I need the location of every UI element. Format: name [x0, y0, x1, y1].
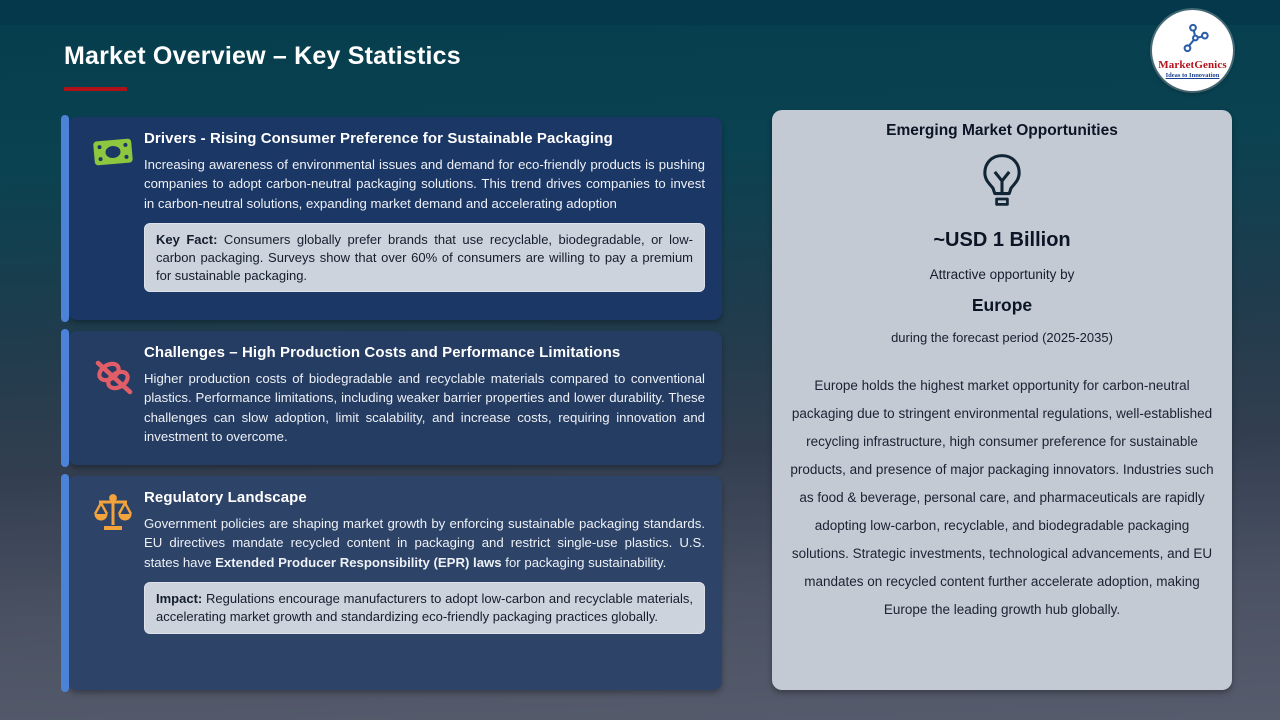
scales-icon — [90, 492, 136, 539]
top-strip — [0, 0, 1280, 25]
card-body: Increasing awareness of environmental issues and demand for eco-friendly products is pushing companies to adopt carbon-neutral packaging solutions. This trend drives companies to invest in carbon-neutral solutions, expanding market demand and accelerating adoption — [144, 157, 705, 211]
broken-link-icon — [90, 357, 136, 402]
card-title: Drivers - Rising Consumer Preference for Sustainable Packaging — [144, 130, 613, 147]
opportunity-subtitle: Attractive opportunity by — [929, 267, 1075, 282]
callout-text: Consumers globally prefer brands that use recyclable, biodegradable, or low-carbon packaging. Surveys show that over 60% of consumers are willing to pay a premium for sustainable packaging. — [156, 232, 693, 283]
card-title: Regulatory Landscape — [144, 489, 307, 506]
logo-name: MarketGenics — [1158, 58, 1227, 71]
emerging-opportunities-panel — [772, 110, 1232, 690]
title-underline — [64, 87, 127, 91]
card-regulatory — [68, 476, 722, 690]
card-body: Higher production costs of biodegradable and recyclable materials compared to conventional plastics. Performance limitations, including weaker barrier properties and lower durability. These challenges can slow adoption, limit scalability, and increase costs, requiring innovation and investment to overcome. — [144, 371, 705, 445]
panel-title: Emerging Market Opportunities — [886, 122, 1118, 139]
impact-box — [144, 582, 705, 633]
callout-label: Key Fact: — [156, 232, 218, 248]
callout-text: Regulations encourage manufacturers to adopt low-carbon and recyclable materials, accelerating market growth and standardizing eco-friendly packaging practices globally. — [156, 591, 693, 624]
opportunity-description: Europe holds the highest market opportunity for carbon-neutral packaging due to stringent environmental regulations, well-established recycling infrastructure, high consumer preference for sustainable products, and presence of major packaging innovators. Industries such as food & beverage, personal care, and pharmaceuticals are rapidly adopting low-carbon, recyclable, and biodegradable packaging solutions. Strategic investments, technological advancements, and EU mandates on recycled content further accelerate adoption, making Europe the leading growth hub globally. — [790, 378, 1214, 617]
page-title: Market Overview – Key Statistics — [64, 42, 461, 70]
card-challenges — [68, 331, 722, 465]
card-title: Challenges – High Production Costs and Performance Limitations — [144, 344, 621, 361]
forecast-period: during the forecast period (2025-2035) — [891, 330, 1113, 345]
logo — [1152, 10, 1233, 91]
callout-label: Impact: — [156, 591, 203, 607]
key-fact-box — [144, 223, 705, 292]
opportunity-value: ~USD 1 Billion — [933, 229, 1071, 251]
money-bill-icon — [90, 135, 136, 174]
lightbulb-icon — [772, 152, 1232, 213]
card-body: Government policies are shaping market growth by enforcing sustainable packaging standards. EU directives mandate recycled content in packaging and restrict single-use plastics. U.S. states have Extended Producer Responsibility (EPR) laws for packaging sustainability. — [144, 516, 705, 570]
logo-tagline: Ideas to Innovation — [1165, 71, 1220, 79]
molecule-icon — [1177, 23, 1209, 58]
card-drivers — [68, 117, 722, 320]
opportunity-region: Europe — [971, 295, 1033, 315]
